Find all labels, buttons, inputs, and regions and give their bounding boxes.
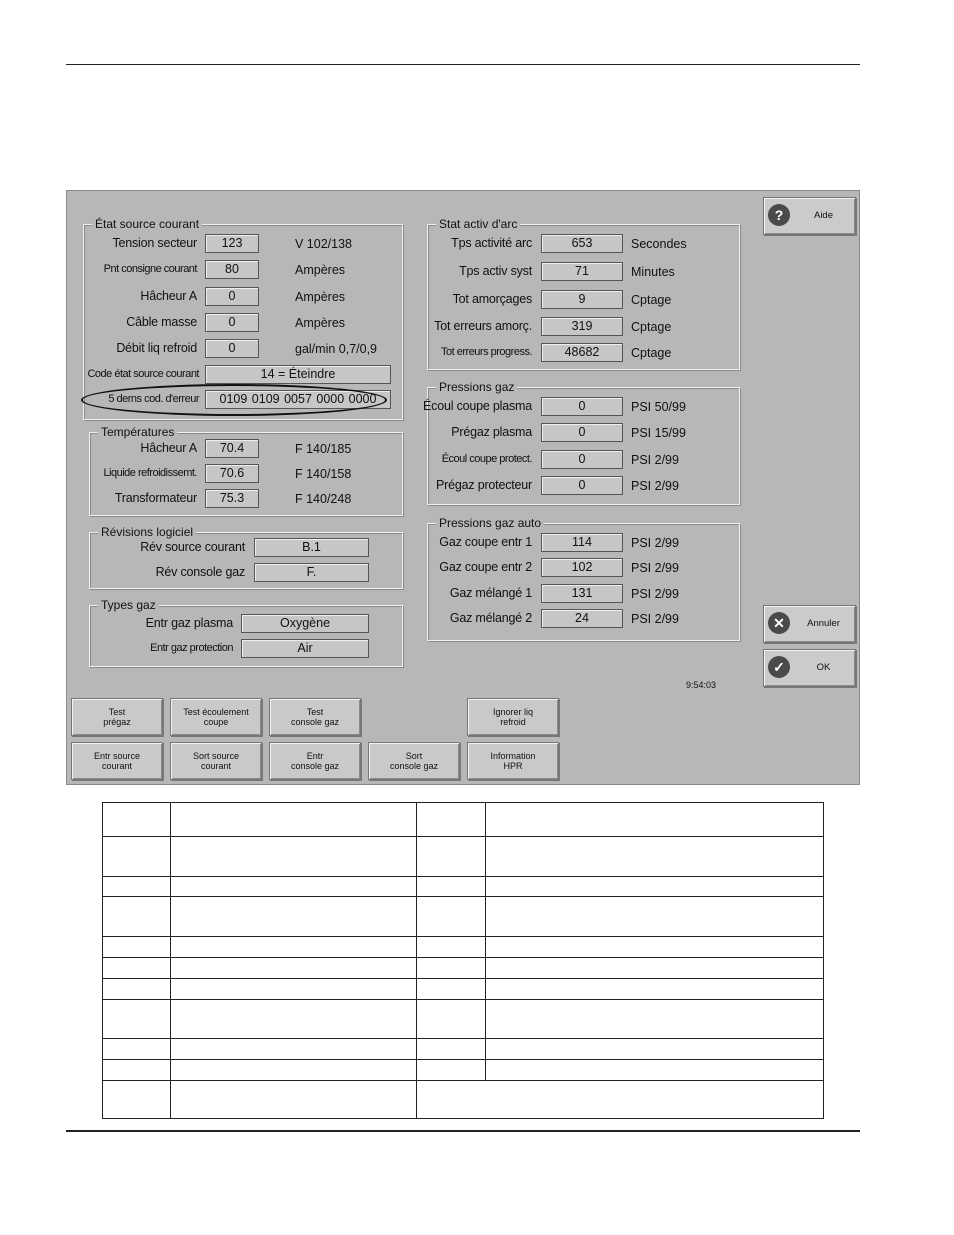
arc-value: 71 xyxy=(541,262,623,281)
group-title: Stat activ d'arc xyxy=(436,216,520,232)
table-cell xyxy=(171,958,417,979)
table-cell xyxy=(486,1039,824,1060)
code-state-label: Code état source courant xyxy=(87,368,199,380)
table-cell xyxy=(171,1060,417,1081)
arc-label: Tot erreurs amorç. xyxy=(434,319,532,333)
cancel-button[interactable] xyxy=(763,605,856,643)
auto-value: 102 xyxy=(541,558,623,577)
pressures-value: 0 xyxy=(541,397,623,416)
temps-label: Liquide refroidissemt. xyxy=(103,467,197,479)
cancel-label: Annuler xyxy=(807,618,840,629)
diagnostic-screen xyxy=(66,190,860,785)
pressures-label: Écoul coupe protect. xyxy=(441,453,532,465)
function-button[interactable]: Test écoulement coupe xyxy=(170,698,262,736)
table-cell xyxy=(417,803,486,837)
table-cell xyxy=(103,837,171,877)
arc-unit: Cptage xyxy=(631,293,672,307)
table-cell xyxy=(103,897,171,937)
temps-label: Hâcheur A xyxy=(140,441,197,455)
state-value: 80 xyxy=(205,260,259,279)
arc-label: Tps activ syst xyxy=(459,264,532,278)
table-cell xyxy=(171,979,417,1000)
auto-unit: PSI 2/99 xyxy=(631,612,679,626)
group-title: Pressions gaz xyxy=(436,379,517,395)
state-unit: Ampères xyxy=(295,263,346,277)
top-rule xyxy=(66,64,860,65)
pressures-label: Prégaz plasma xyxy=(451,425,532,439)
ok-button[interactable] xyxy=(763,649,856,687)
table-cell xyxy=(103,937,171,958)
arc-value: 653 xyxy=(541,234,623,253)
temps-unit: F 140/185 xyxy=(295,442,352,456)
gas-types-label: Entr gaz plasma xyxy=(145,616,233,630)
table-cell xyxy=(417,1039,486,1060)
table-cell xyxy=(417,958,486,979)
gas-types-value: Oxygène xyxy=(241,614,369,633)
table-cell xyxy=(486,937,824,958)
pressures-unit: PSI 2/99 xyxy=(631,453,679,467)
help-label: Aide xyxy=(813,210,833,221)
arc-unit: Cptage xyxy=(631,320,672,334)
auto-label: Gaz mélangé 2 xyxy=(449,611,532,625)
auto-label: Gaz coupe entr 1 xyxy=(439,535,532,549)
table-cell xyxy=(417,897,486,937)
table-cell xyxy=(171,1000,417,1039)
table-cell xyxy=(103,803,171,837)
auto-label: Gaz mélangé 1 xyxy=(449,586,532,600)
temps-unit: F 140/248 xyxy=(295,492,352,506)
help-icon: ? xyxy=(768,204,790,226)
table-cell xyxy=(417,1000,486,1039)
state-value: 0 xyxy=(205,287,259,306)
table-cell xyxy=(486,1000,824,1039)
state-label: Tension secteur xyxy=(112,236,197,250)
table-cell xyxy=(103,1060,171,1081)
table-cell xyxy=(103,877,171,897)
auto-unit: PSI 2/99 xyxy=(631,536,679,550)
temps-value: 70.4 xyxy=(205,439,259,458)
group-title: Révisions logiciel xyxy=(98,524,196,540)
table-cell xyxy=(171,803,417,837)
table-cell xyxy=(417,1060,486,1081)
table-cell xyxy=(486,1060,824,1081)
table-cell xyxy=(486,803,824,837)
group-title: Pressions gaz auto xyxy=(436,515,544,531)
table-cell xyxy=(171,937,417,958)
table-cell xyxy=(103,958,171,979)
error-codes-value: 0109 0109 0057 0000 0000 xyxy=(205,390,391,409)
table-cell xyxy=(417,937,486,958)
state-unit: Ampères xyxy=(295,316,346,330)
state-label: Câble masse xyxy=(126,315,197,329)
checkmark-icon: ✓ xyxy=(768,656,790,678)
pressures-unit: PSI 50/99 xyxy=(631,400,686,414)
arc-value: 319 xyxy=(541,317,623,336)
function-button[interactable]: Sort console gaz xyxy=(368,742,460,780)
table-cell xyxy=(417,979,486,1000)
help-button[interactable] xyxy=(763,197,856,235)
state-value: 0 xyxy=(205,339,259,358)
revisions-value: F. xyxy=(254,563,369,582)
arc-label: Tot amorçages xyxy=(452,292,532,306)
function-button[interactable]: Test prégaz xyxy=(71,698,163,736)
auto-label: Gaz coupe entr 2 xyxy=(439,560,532,574)
pressures-value: 0 xyxy=(541,450,623,469)
state-unit: Ampères xyxy=(295,290,346,304)
temps-value: 70.6 xyxy=(205,464,259,483)
table-cell xyxy=(103,979,171,1000)
table-cell xyxy=(417,837,486,877)
error-codes-label: 5 derns cod. d'erreur xyxy=(108,393,199,405)
table-cell xyxy=(486,877,824,897)
table-cell xyxy=(103,1000,171,1039)
clock-time: 9:54:03 xyxy=(686,680,717,690)
table-cell xyxy=(486,979,824,1000)
function-button[interactable]: Sort source courant xyxy=(170,742,262,780)
state-label: Débit liq refroid xyxy=(116,341,197,355)
function-button[interactable]: Ignorer liq refroid xyxy=(467,698,559,736)
revisions-value: B.1 xyxy=(254,538,369,557)
arc-unit: Secondes xyxy=(631,237,687,251)
table-cell xyxy=(171,897,417,937)
temps-unit: F 140/158 xyxy=(295,467,352,481)
auto-value: 114 xyxy=(541,533,623,552)
table-cell xyxy=(486,837,824,877)
bottom-rule xyxy=(66,1130,860,1132)
pressures-value: 0 xyxy=(541,423,623,442)
gas-types-value: Air xyxy=(241,639,369,658)
arc-label: Tps activité arc xyxy=(451,236,532,250)
state-unit: gal/min 0,7/0,9 xyxy=(295,342,377,356)
table-cell xyxy=(103,1039,171,1060)
pressures-value: 0 xyxy=(541,476,623,495)
auto-unit: PSI 2/99 xyxy=(631,587,679,601)
code-state-value: 14 = Éteindre xyxy=(205,365,391,384)
group-title: Types gaz xyxy=(98,597,159,613)
table-cell xyxy=(417,877,486,897)
pressures-label: Écoul coupe plasma xyxy=(423,399,532,413)
gas-types-label: Entr gaz protection xyxy=(150,642,233,654)
table-cell xyxy=(103,1081,171,1119)
table-cell xyxy=(171,837,417,877)
function-button[interactable]: Test console gaz xyxy=(269,698,361,736)
pressures-label: Prégaz protecteur xyxy=(436,478,532,492)
auto-value: 131 xyxy=(541,584,623,603)
table-cell xyxy=(486,897,824,937)
table-cell xyxy=(171,1039,417,1060)
ok-label: OK xyxy=(816,662,831,673)
state-label: Pnt consigne courant xyxy=(103,263,197,275)
group-title: État source courant xyxy=(92,216,202,232)
state-label: Hâcheur A xyxy=(140,289,197,303)
temps-value: 75.3 xyxy=(205,489,259,508)
function-button[interactable]: Information HPR xyxy=(467,742,559,780)
function-button[interactable]: Entr console gaz xyxy=(269,742,361,780)
function-button[interactable]: Entr source courant xyxy=(71,742,163,780)
state-unit: V 102/138 xyxy=(295,237,352,251)
close-icon: ✕ xyxy=(768,612,790,634)
arc-unit: Cptage xyxy=(631,346,672,360)
arc-unit: Minutes xyxy=(631,265,675,279)
state-value: 123 xyxy=(205,234,259,253)
arc-label: Tot erreurs progress. xyxy=(441,346,532,358)
pressures-unit: PSI 2/99 xyxy=(631,479,679,493)
auto-value: 24 xyxy=(541,609,623,628)
table-cell xyxy=(486,958,824,979)
auto-unit: PSI 2/99 xyxy=(631,561,679,575)
state-value: 0 xyxy=(205,313,259,332)
group-title: Températures xyxy=(98,424,177,440)
pressures-unit: PSI 15/99 xyxy=(631,426,686,440)
temps-label: Transformateur xyxy=(114,491,197,505)
table-cell xyxy=(417,1081,824,1119)
revisions-label: Rév console gaz xyxy=(155,565,245,579)
arc-value: 9 xyxy=(541,290,623,309)
reference-table xyxy=(102,802,824,1119)
error-codes-highlight xyxy=(81,384,387,416)
arc-value: 48682 xyxy=(541,343,623,362)
table-cell xyxy=(171,1081,417,1119)
revisions-label: Rév source courant xyxy=(140,540,245,554)
table-cell xyxy=(171,877,417,897)
